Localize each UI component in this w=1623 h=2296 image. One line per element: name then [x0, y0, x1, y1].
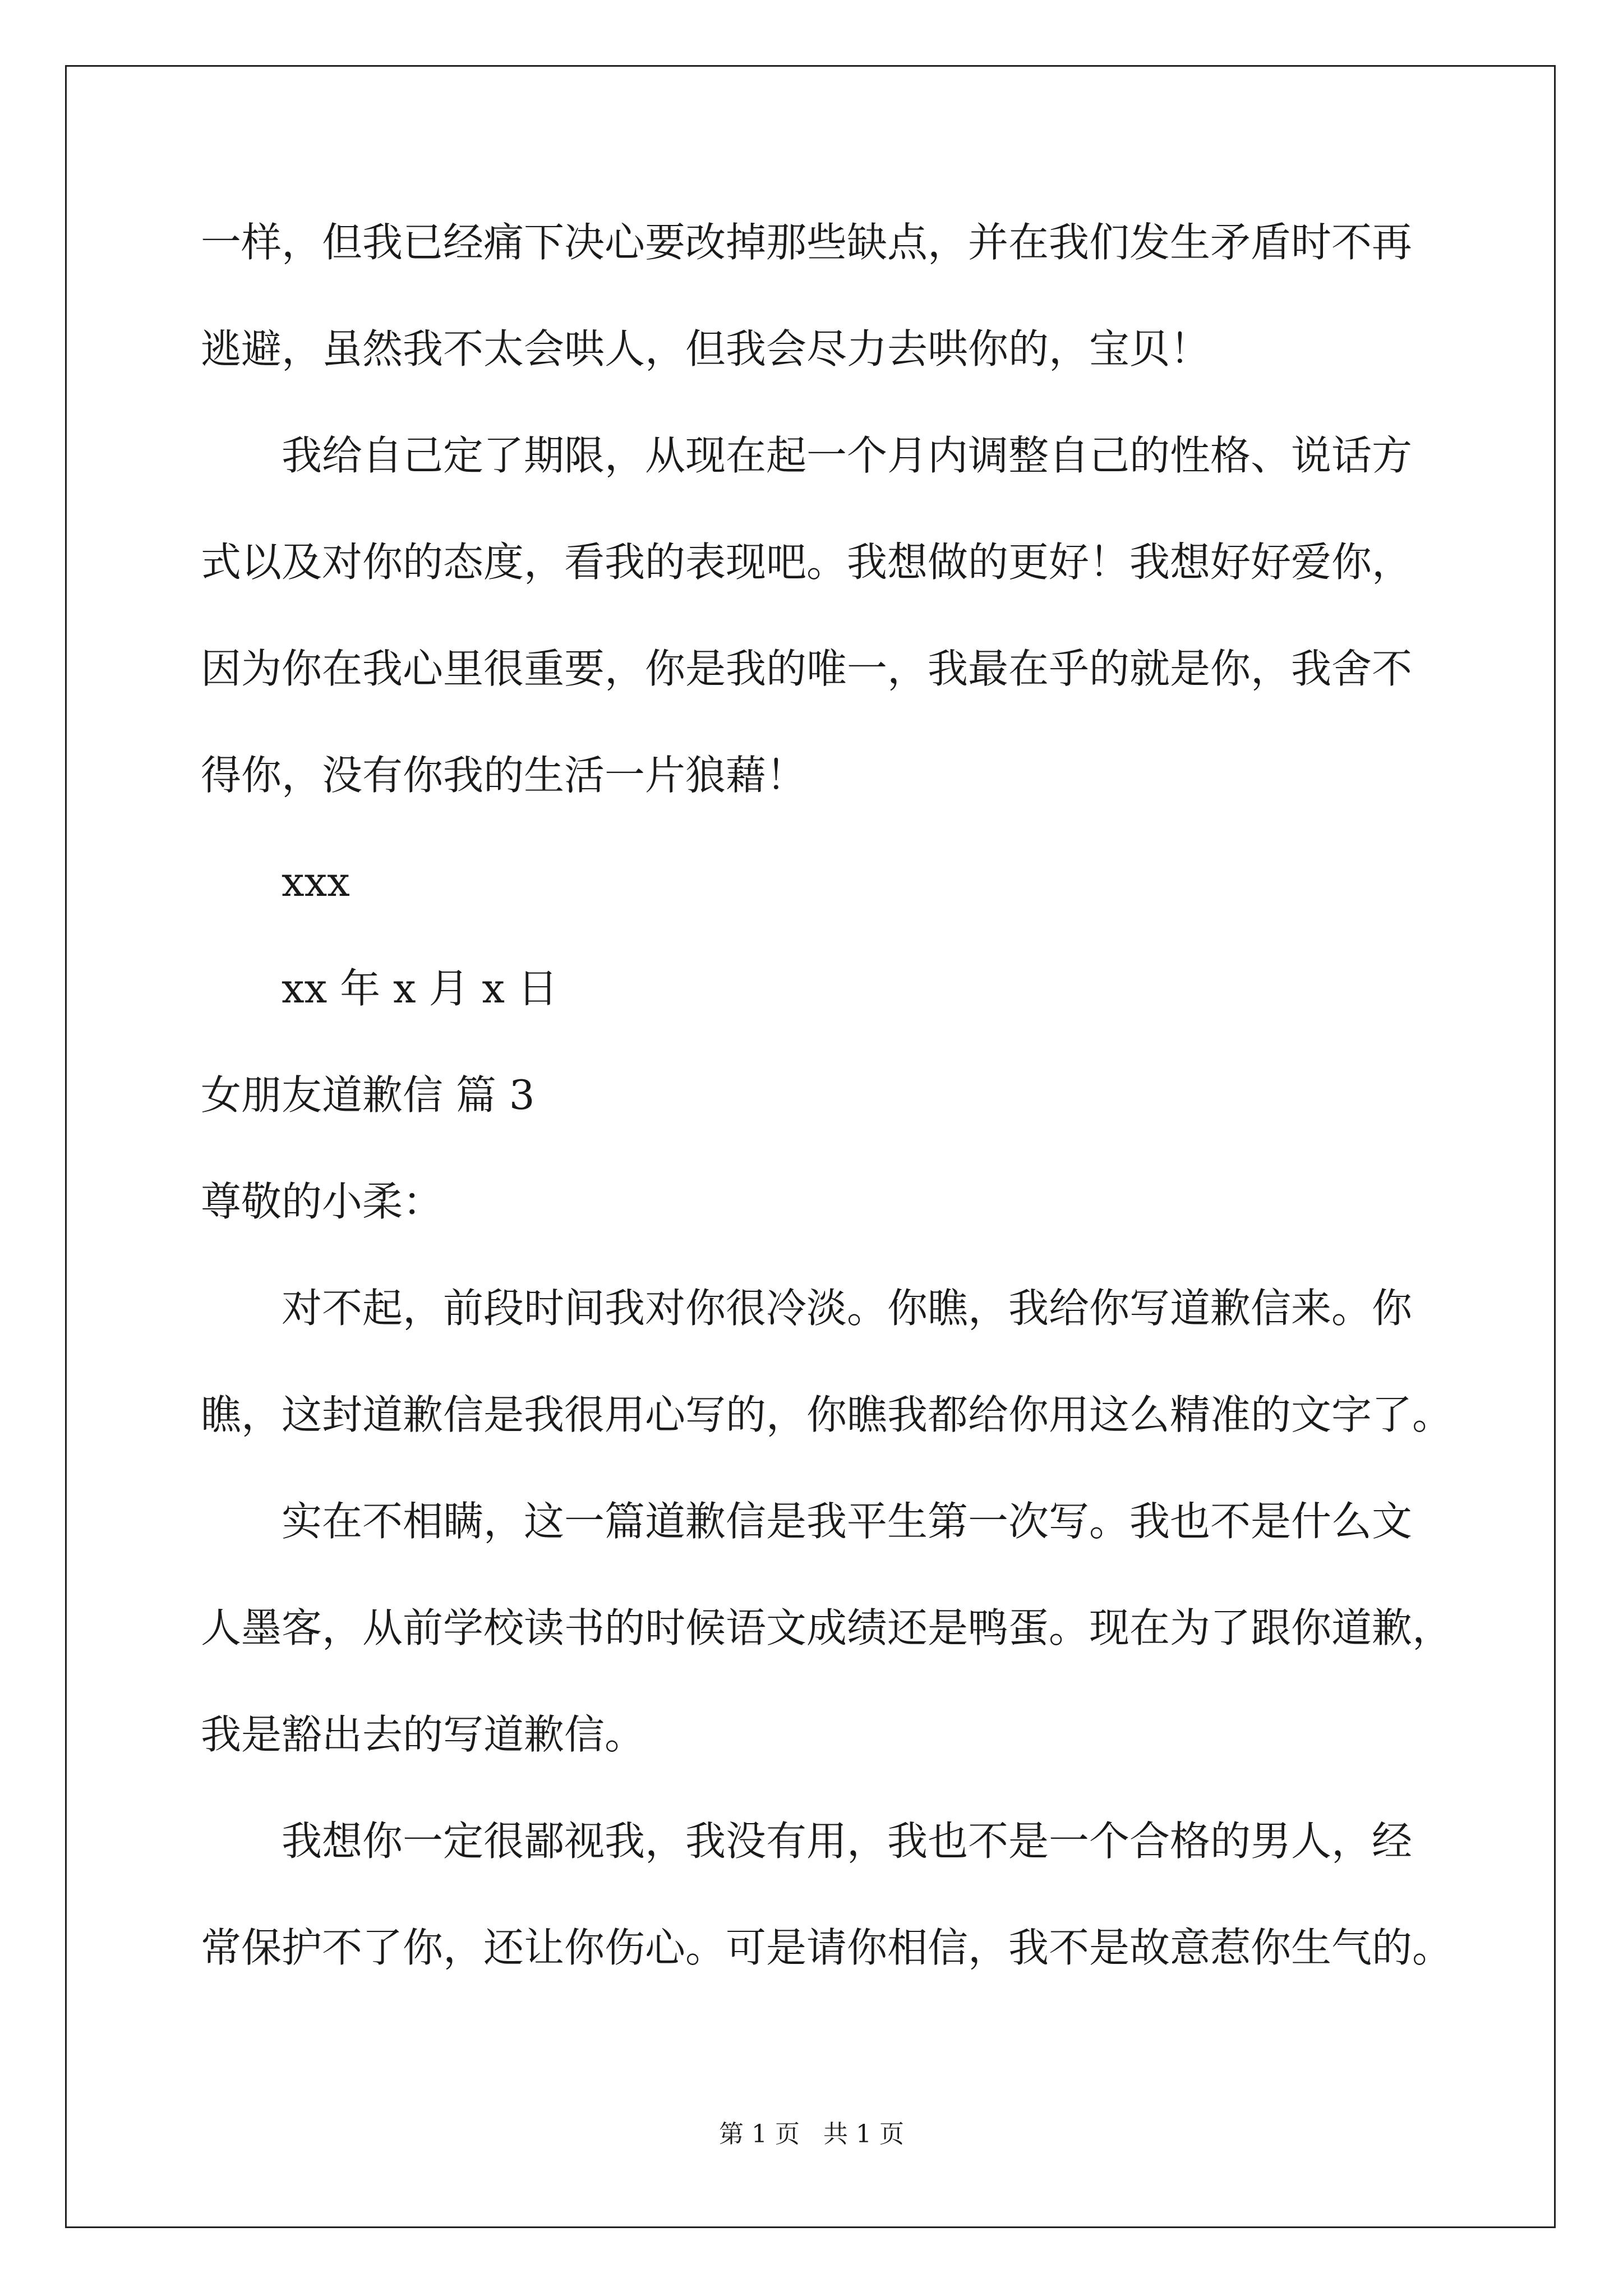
paragraph-line: 式以及对你的态度，看我的表现吧。我想做的更好！我想好好爱你，: [201, 539, 1413, 586]
paragraph-line: 得你，没有你我的生活一片狼藉！: [201, 752, 807, 799]
paragraph-line: 我给自己定了期限，从现在起一个月内调整自己的性格、说话方: [282, 432, 1413, 479]
paragraph-line: 常保护不了你，还让你伤心。可是请你相信，我不是故意惹你生气的。: [201, 1924, 1453, 1971]
paragraph-line: 我想你一定很鄙视我，我没有用，我也不是一个合格的男人，经: [282, 1818, 1413, 1865]
date-line: xx 年 x 月 x 日: [282, 965, 558, 1012]
paragraph-line: 我是豁出去的写道歉信。: [201, 1711, 645, 1758]
paragraph-line: 对不起，前段时间我对你很冷淡。你瞧，我给你写道歉信来。你: [282, 1285, 1413, 1332]
signature: xxx: [282, 858, 350, 905]
document-body: [201, 216, 1453, 1975]
paragraph-line: 实在不相瞒，这一篇道歉信是我平生第一次写。我也不是什么文: [282, 1498, 1413, 1545]
paragraph-line: 瞧，这封道歉信是我很用心写的，你瞧我都给你用这么精准的文字了。: [201, 1391, 1453, 1438]
paragraph-line: 因为你在我心里很重要，你是我的唯一，我最在乎的就是你，我舍不: [201, 645, 1413, 692]
page-number-footer: 第 1 页 共 1 页: [719, 2120, 904, 2148]
paragraph-line: 人墨客，从前学校读书的时候语文成绩还是鸭蛋。现在为了跟你道歉，: [201, 1604, 1453, 1651]
salutation: 尊敬的小柔：: [201, 1178, 444, 1225]
paragraph-line: 一样，但我已经痛下决心要改掉那些缺点，并在我们发生矛盾时不再: [201, 219, 1413, 266]
paragraph-line: 逃避，虽然我不太会哄人，但我会尽力去哄你的，宝贝！: [201, 325, 1211, 372]
section-heading: 女朋友道歉信 篇 3: [201, 1071, 535, 1119]
